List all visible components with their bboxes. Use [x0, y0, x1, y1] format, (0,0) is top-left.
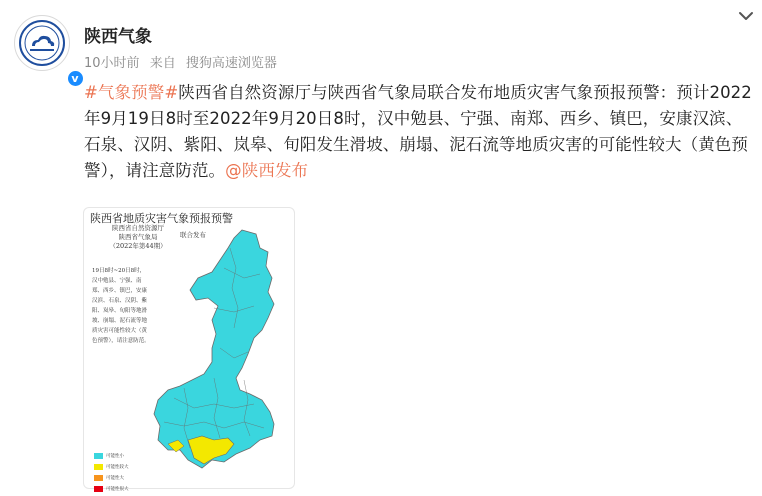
account-name[interactable]: 陕西气象 [84, 27, 152, 47]
post-meta [84, 52, 277, 71]
legend-swatch [94, 453, 103, 459]
avatar[interactable] [14, 15, 79, 85]
legend-label: 可能性较大 [106, 465, 129, 470]
post-text [84, 80, 756, 184]
issuer-line-1: 陕西省自然资源厅 [112, 224, 164, 232]
legend-swatch [94, 475, 103, 481]
issuer-line-2: 陕西省气象局 [118, 233, 158, 241]
legend-label: 可能性小 [106, 454, 124, 459]
legend-swatch [94, 486, 103, 492]
legend-swatch [94, 464, 103, 470]
shaanxi-meteorological-logo-icon [18, 19, 66, 67]
legend-label: 可能性很大 [106, 487, 129, 492]
post-source-app: 搜狗高速浏览器 [185, 56, 277, 71]
legend-item [94, 452, 129, 460]
legend-item [94, 485, 129, 493]
issue-number: （2022年第44期） [109, 242, 167, 250]
post-source-prefix: 来自 [149, 56, 176, 71]
warning-map-image[interactable] [83, 207, 295, 492]
post-body: 陕西省自然资源厅与陕西省气象局联合发布地质灾害气象预报预警：预计2022年9月19日8时至2022年9月20日8时，汉中勉县、宁强、南郑、西乡、镇巴，安康汉滨、石泉、汉阴、紫阳、岚皋、旬阳发生滑坡、崩塌、泥石流等地质灾害的可能性较大（黄色预警），请注意防范。 [84, 83, 752, 180]
map-issuer [98, 224, 178, 251]
post-time[interactable]: 10小时前 [84, 56, 140, 71]
mention-link[interactable]: @陕西发布 [225, 161, 309, 180]
map-title: 陕西省地质灾害气象预报预警 [90, 212, 233, 225]
province-shape [154, 230, 274, 468]
legend-label: 可能性大 [106, 476, 124, 481]
map-description: 19日8时~20日8时，汉中勉县、宁强、南郑、西乡、镇巴，安康汉滨、石泉、汉阴、紫阳、岚皋、旬阳等地滑坡、崩塌、泥石流等地质灾害可能性较大（黄色预警），请注意防范。 [92, 268, 150, 344]
legend-item [94, 463, 129, 471]
verified-badge-icon: v [66, 69, 84, 87]
hashtag-link[interactable]: #气象预警# [84, 83, 179, 102]
joint-release-label: 联合发布 [180, 231, 206, 239]
map-legend [94, 452, 129, 496]
chevron-down-icon[interactable] [737, 10, 755, 24]
legend-item [94, 474, 129, 482]
